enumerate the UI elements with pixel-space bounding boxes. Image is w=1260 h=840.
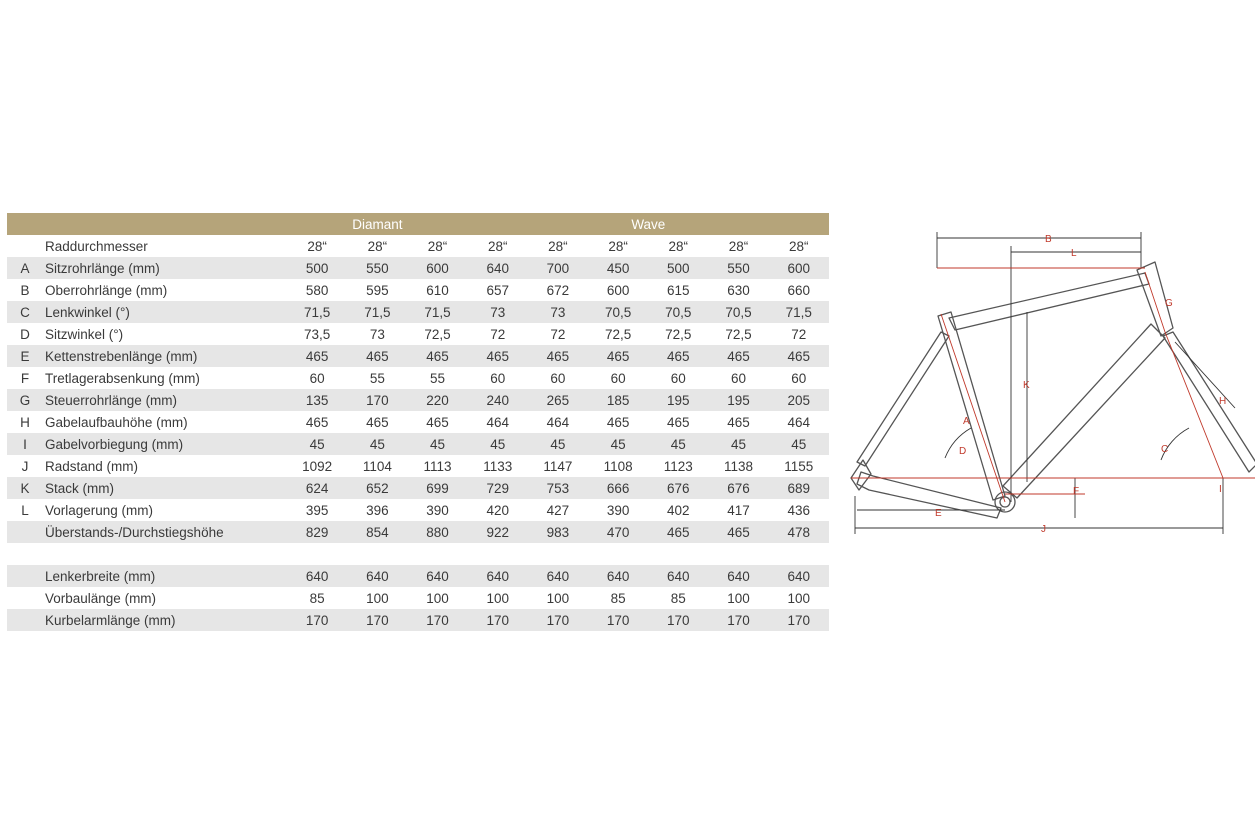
dim-label-i: I [1219,484,1222,495]
row-value: 60 [791,370,807,386]
row-label: Kettenstrebenlänge (mm) [43,345,287,367]
dim-label-e: E [935,508,942,519]
row-value: 73 [369,326,385,342]
row-value: 465 [708,345,768,367]
dim-label-k: K [1023,380,1030,391]
row-value: 45 [347,433,407,455]
row-value: 600 [606,282,630,298]
table-row [7,257,829,279]
row-value: 45 [468,433,528,455]
row-value: 100 [787,590,811,606]
row-value: 170 [407,609,467,631]
row-value: 72 [791,326,807,342]
row-value: 465 [708,521,768,543]
row-value: 699 [407,477,467,499]
row-value: 672 [546,282,570,298]
row-value: 72,5 [604,326,632,342]
row-value: 465 [667,414,690,430]
row-value: 45 [648,433,708,455]
row-value: 60 [550,370,566,386]
header-spacer [7,213,43,235]
row-value: 72 [490,326,506,342]
row-value: 28“ [487,238,508,254]
row-value: 28“ [608,238,628,254]
row-value: 580 [305,282,329,298]
row-value: 390 [606,502,630,518]
row-value: 60 [730,370,746,386]
table-row [7,323,829,345]
row-value: 640 [468,257,528,279]
row-value: 195 [708,389,768,411]
row-value: 170 [468,609,528,631]
row-code: K [7,477,43,499]
row-value: 170 [287,609,347,631]
row-value: 205 [769,389,829,411]
dim-label-a: A [963,416,970,427]
row-value: 500 [648,257,708,279]
row-value: 550 [708,257,768,279]
row-value: 71,5 [287,301,347,323]
row-value: 170 [347,389,407,411]
row-value: 170 [528,609,588,631]
row-code: B [20,282,30,298]
row-value: 170 [769,609,829,631]
row-label: Vorlagerung (mm) [45,502,154,518]
row-code: G [7,389,43,411]
row-value: 666 [588,477,648,499]
row-value: 465 [407,345,467,367]
table-row [7,609,829,631]
row-value: 465 [347,345,407,367]
row-value: 689 [769,477,829,499]
chain-stay [857,472,1001,518]
row-value: 45 [769,433,829,455]
row-value: 450 [588,257,648,279]
row-value: 185 [588,389,648,411]
row-value: 135 [287,389,347,411]
row-value: 73 [528,301,588,323]
row-value: 417 [727,502,750,518]
row-value: 70,5 [648,301,708,323]
row-value: 1092 [302,458,333,474]
row-value: 624 [287,477,347,499]
table-row [7,521,829,543]
table-row [7,499,829,521]
row-value: 28“ [548,238,568,254]
row-value: 640 [588,565,648,587]
row-value: 465 [305,414,329,430]
row-value: 465 [648,521,708,543]
row-value: 465 [468,345,528,367]
row-code: D [20,326,30,342]
row-value: 470 [588,521,648,543]
row-value: 45 [407,433,467,455]
row-value: 265 [528,389,588,411]
row-value: 1133 [483,458,513,474]
row-value: 100 [426,590,449,606]
row-code: F [20,370,30,386]
row-value: 28“ [367,238,388,254]
row-code: J [21,458,29,474]
row-value: 28“ [789,238,809,254]
bike-frame-diagram [845,228,1255,548]
row-value: 640 [287,565,347,587]
row-value: 420 [486,502,509,518]
row-value: 500 [287,257,347,279]
fork [1163,332,1255,472]
row-value: 464 [546,414,570,430]
row-value: 640 [407,565,467,587]
spacer-cell [7,543,829,565]
row-value: 729 [468,477,528,499]
dim-label-h: H [1219,396,1227,407]
row-value: 28“ [427,238,448,254]
row-value: 60 [309,370,325,386]
row-code: L [21,502,29,518]
row-value: 55 [430,370,446,386]
dim-label-c: C [1161,444,1169,455]
row-value: 45 [287,433,347,455]
row-value: 70,5 [588,301,648,323]
row-value: 1123 [663,458,693,474]
row-value: 100 [727,590,750,606]
row-value: 436 [787,502,811,518]
row-value: 45 [528,433,588,455]
row-value: 922 [468,521,528,543]
row-label: Sitzrohrlänge (mm) [43,257,287,279]
row-code [7,521,43,543]
header-spacer [43,213,287,235]
dim-label-b: B [1045,234,1052,245]
row-value: 72,5 [725,326,752,342]
row-value: 72,5 [665,326,692,342]
row-label: Tretlagerabsenkung (mm) [45,370,200,386]
row-value: 73,5 [304,326,331,342]
top-tube [949,273,1149,330]
dim-label-g: G [1165,298,1173,309]
row-value: 170 [347,609,407,631]
row-value: 28“ [307,238,327,254]
row-code [7,235,43,257]
row-value: 983 [528,521,588,543]
table-row [7,279,829,301]
row-value: 640 [708,565,768,587]
row-value: 71,5 [769,301,829,323]
row-code [7,565,43,587]
row-label: Steuerrohrlänge (mm) [43,389,287,411]
seat-stay [857,332,949,466]
row-value: 465 [606,414,630,430]
table-row [7,455,829,477]
geometry-table [7,213,829,631]
row-value: 395 [305,502,329,518]
row-value: 465 [287,345,347,367]
row-value: 640 [769,565,829,587]
row-value: 1155 [784,458,814,474]
row-value: 55 [369,370,385,386]
row-value: 465 [648,345,708,367]
row-label: Raddurchmesser [45,238,148,254]
row-value: 60 [610,370,626,386]
row-label: Vorbaulänge (mm) [45,590,157,606]
table-row [7,345,829,367]
row-value: 615 [667,282,690,298]
table-row [7,235,829,257]
row-value: 829 [287,521,347,543]
row-value: 464 [787,414,811,430]
row-value: 100 [546,590,570,606]
dim-label-l: L [1071,248,1077,259]
row-value: 464 [486,414,509,430]
table-row [7,477,829,499]
row-value: 100 [366,590,389,606]
row-code: E [7,345,43,367]
row-label: Oberrohrlänge (mm) [45,282,168,298]
row-value: 465 [426,414,449,430]
row-value: 753 [528,477,588,499]
row-value: 1147 [543,458,573,474]
row-value: 170 [588,609,648,631]
row-value: 71,5 [347,301,407,323]
row-value: 676 [648,477,708,499]
row-value: 45 [708,433,768,455]
row-value: 652 [347,477,407,499]
row-label: Radstand (mm) [45,458,139,474]
row-label: Lenkwinkel (°) [43,301,287,323]
row-code: A [7,257,43,279]
row-value: 550 [347,257,407,279]
table-header-row [7,213,829,235]
row-code [7,609,43,631]
row-value: 465 [366,414,389,430]
row-value: 880 [407,521,467,543]
row-value: 600 [407,257,467,279]
row-code: H [20,414,30,430]
row-value: 85 [610,590,626,606]
row-value: 71,5 [407,301,467,323]
row-value: 640 [528,565,588,587]
table-row [7,433,829,455]
row-label: Stack (mm) [43,477,287,499]
row-value: 640 [648,565,708,587]
table-row [7,565,829,587]
row-value: 72,5 [424,326,451,342]
row-value: 478 [769,521,829,543]
row-value: 85 [309,590,325,606]
row-label: Sitzwinkel (°) [45,326,124,342]
row-value: 72 [550,326,566,342]
row-value: 28“ [668,238,689,254]
table-row [7,587,829,609]
dim-label-j: J [1041,524,1046,535]
row-value: 60 [490,370,506,386]
row-value: 676 [708,477,768,499]
row-value: 170 [708,609,768,631]
group-header: Wave [468,213,829,235]
row-value: 220 [407,389,467,411]
row-value: 640 [468,565,528,587]
row-code [7,587,43,609]
row-value: 396 [366,502,389,518]
row-value: 700 [528,257,588,279]
table-row [7,411,829,433]
row-value: 170 [648,609,708,631]
row-value: 45 [588,433,648,455]
row-value: 100 [486,590,509,606]
row-value: 240 [468,389,528,411]
row-value: 630 [727,282,750,298]
row-value: 85 [670,590,686,606]
row-value: 640 [347,565,407,587]
dim-label-f: F [1073,486,1080,497]
row-value: 657 [486,282,509,298]
row-value: 60 [670,370,686,386]
row-code: I [7,433,43,455]
row-value: 28“ [728,238,749,254]
row-value: 1104 [362,458,392,474]
row-value: 465 [769,345,829,367]
row-value: 610 [426,282,449,298]
row-value: 1138 [723,458,753,474]
row-label: Gabelvorbiegung (mm) [43,433,287,455]
row-value: 427 [546,502,570,518]
row-value: 1108 [603,458,633,474]
row-value: 660 [787,282,811,298]
row-value: 600 [769,257,829,279]
row-value: 73 [468,301,528,323]
table-row [7,389,829,411]
row-value: 595 [366,282,389,298]
row-value: 1113 [423,458,452,474]
row-label: Kurbelarmlänge (mm) [43,609,287,631]
table-row [7,301,829,323]
row-value: 402 [667,502,690,518]
row-label: Gabelaufbauhöhe (mm) [45,414,188,430]
table-spacer-row [7,543,829,565]
table-row [7,367,829,389]
row-value: 70,5 [708,301,768,323]
row-code: C [7,301,43,323]
row-value: 195 [648,389,708,411]
row-label: Lenkerbreite (mm) [43,565,287,587]
row-label: Überstands-/Durchstiegshöhe [43,521,287,543]
row-value: 465 [727,414,750,430]
dim-label-d: D [959,446,967,457]
row-value: 854 [347,521,407,543]
group-header: Diamant [287,213,468,235]
row-value: 390 [426,502,449,518]
row-value: 465 [528,345,588,367]
row-value: 465 [588,345,648,367]
